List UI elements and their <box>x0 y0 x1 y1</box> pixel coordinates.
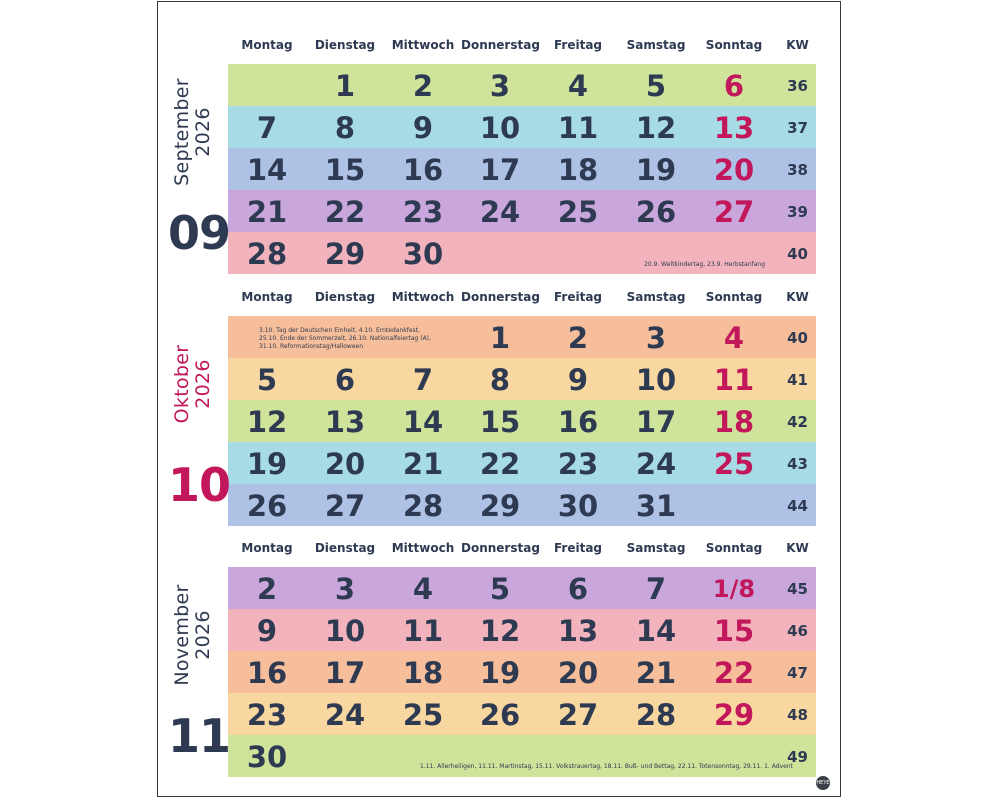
week-number: 45 <box>787 580 808 598</box>
kw-header: KW <box>786 38 809 52</box>
month-number: 09 <box>168 206 231 260</box>
day-date: 23 <box>557 447 599 481</box>
week-row <box>228 693 816 735</box>
weekday-header: Samstag <box>626 38 686 52</box>
day-date: 16 <box>246 656 288 690</box>
publisher-logo-icon: HEYE <box>816 776 830 790</box>
day-date: 12 <box>246 405 288 439</box>
day-date: 3 <box>489 69 511 103</box>
day-date: 30 <box>246 740 288 774</box>
day-date: 12 <box>479 614 521 648</box>
week-row <box>228 400 816 442</box>
day-date: 7 <box>256 111 278 145</box>
sunday-date: 11 <box>713 363 755 397</box>
day-date: 14 <box>402 405 444 439</box>
day-date: 10 <box>635 363 677 397</box>
day-date: 29 <box>479 489 521 523</box>
day-date: 19 <box>479 656 521 690</box>
day-date: 17 <box>635 405 677 439</box>
month-year: 2026 <box>192 359 214 409</box>
day-date: 19 <box>246 447 288 481</box>
day-date: 2 <box>412 69 434 103</box>
weekday-header: Samstag <box>626 290 686 304</box>
weekday-header: Freitag <box>553 38 603 52</box>
day-date: 10 <box>324 614 366 648</box>
month-name-vertical <box>172 345 214 424</box>
day-date: 1 <box>489 321 511 355</box>
week-number: 43 <box>787 455 808 473</box>
day-date: 28 <box>246 237 288 271</box>
day-date: 21 <box>635 656 677 690</box>
day-date: 14 <box>246 153 288 187</box>
weekday-header: Mittwoch <box>391 38 455 52</box>
sunday-date: 15 <box>713 614 755 648</box>
weekday-header: Dienstag <box>314 541 376 555</box>
month-name-vertical <box>172 78 214 186</box>
day-date: 16 <box>402 153 444 187</box>
day-date: 1 <box>334 69 356 103</box>
month-name-vertical <box>172 584 214 685</box>
day-date: 11 <box>402 614 444 648</box>
sunday-date: 20 <box>713 153 755 187</box>
sunday-date: 18 <box>713 405 755 439</box>
weekday-header: Freitag <box>553 541 603 555</box>
day-date: 18 <box>402 656 444 690</box>
week-number: 40 <box>787 329 808 347</box>
day-date: 10 <box>479 111 521 145</box>
day-date: 13 <box>557 614 599 648</box>
sunday-date: 22 <box>713 656 755 690</box>
day-date: 18 <box>557 153 599 187</box>
day-date: 23 <box>402 195 444 229</box>
day-date: 24 <box>324 698 366 732</box>
day-date: 27 <box>324 489 366 523</box>
weekday-header: Sonntag <box>705 541 763 555</box>
calendar-page <box>157 1 841 797</box>
week-row <box>228 358 816 400</box>
weekday-header: Montag <box>241 541 293 555</box>
month-name: Oktober <box>171 344 193 424</box>
sunday-date: 27 <box>713 195 755 229</box>
day-date: 5 <box>489 572 511 606</box>
holiday-note-line: 31.10. Reformationstag/Halloween <box>259 343 364 350</box>
day-date: 30 <box>402 237 444 271</box>
holiday-note: 1.11. Allerheiligen, 11.11. Martinstag, 15.11. Volkstrauertag, 18.11. Buß- und Bettag, 22.11. Totensonntag, 29.11. 1. Advent <box>420 763 793 770</box>
week-number: 48 <box>787 706 808 724</box>
day-date: 16 <box>557 405 599 439</box>
month-side-label <box>158 254 231 512</box>
day-date: 8 <box>334 111 356 145</box>
day-date: 7 <box>645 572 667 606</box>
day-date: 22 <box>479 447 521 481</box>
sunday-date: 29 <box>713 698 755 732</box>
week-number: 41 <box>787 371 808 389</box>
weekday-header: Montag <box>241 290 293 304</box>
weekday-header: Donnerstag <box>461 38 540 52</box>
month-november <box>158 505 842 774</box>
week-row <box>228 651 816 693</box>
sunday-date: 25 <box>713 447 755 481</box>
month-number: 11 <box>168 709 231 763</box>
week-number: 38 <box>787 161 808 179</box>
kw-header: KW <box>786 290 809 304</box>
day-date: 25 <box>557 195 599 229</box>
month-side-label <box>158 2 231 260</box>
day-date: 6 <box>334 363 356 397</box>
week-number: 36 <box>787 77 808 95</box>
day-date: 30 <box>557 489 599 523</box>
day-date: 3 <box>334 572 356 606</box>
kw-header: KW <box>786 541 809 555</box>
week-row <box>228 64 816 106</box>
month-name: September <box>171 78 193 186</box>
week-row <box>228 442 816 484</box>
day-date: 2 <box>256 572 278 606</box>
day-date: 20 <box>324 447 366 481</box>
day-date: 24 <box>479 195 521 229</box>
day-date: 15 <box>324 153 366 187</box>
day-date: 2 <box>567 321 589 355</box>
week-row <box>228 148 816 190</box>
weekday-header: Samstag <box>626 541 686 555</box>
day-date: 22 <box>324 195 366 229</box>
month-number: 10 <box>168 458 231 512</box>
week-number: 49 <box>787 748 808 766</box>
day-date: 3 <box>645 321 667 355</box>
day-date: 17 <box>479 153 521 187</box>
day-date: 9 <box>567 363 589 397</box>
day-date: 12 <box>635 111 677 145</box>
week-row <box>228 190 816 232</box>
day-date: 24 <box>635 447 677 481</box>
day-date: 14 <box>635 614 677 648</box>
day-date: 5 <box>645 69 667 103</box>
day-date: 11 <box>557 111 599 145</box>
day-date: 9 <box>412 111 434 145</box>
week-number: 46 <box>787 622 808 640</box>
day-date: 13 <box>324 405 366 439</box>
holiday-note: 20.9. Weltkindertag, 23.9. Herbstanfang <box>644 261 766 268</box>
weekday-header: Donnerstag <box>461 541 540 555</box>
holiday-note <box>259 327 431 351</box>
day-date: 25 <box>402 698 444 732</box>
weekday-header: Mittwoch <box>391 541 455 555</box>
month-year: 2026 <box>192 107 214 157</box>
day-date: 7 <box>412 363 434 397</box>
day-date: 26 <box>246 489 288 523</box>
week-row <box>228 106 816 148</box>
day-date: 5 <box>256 363 278 397</box>
month-name: November <box>171 584 193 686</box>
day-date: 23 <box>246 698 288 732</box>
weekday-header: Dienstag <box>314 290 376 304</box>
week-row <box>228 567 816 609</box>
day-date: 21 <box>402 447 444 481</box>
sunday-date: 13 <box>713 111 755 145</box>
day-date: 4 <box>412 572 434 606</box>
day-date: 28 <box>402 489 444 523</box>
month-year: 2026 <box>192 610 214 660</box>
holiday-note-line: 3.10. Tag der Deutschen Einheit, 4.10. Erntedankfest, <box>259 327 420 334</box>
week-number: 47 <box>787 664 808 682</box>
holiday-note-line: 25.10. Ende der Sommerzeit, 26.10. Nationalfeiertag (A), <box>259 335 431 342</box>
weekday-header: Sonntag <box>705 38 763 52</box>
day-date: 31 <box>635 489 677 523</box>
day-date: 6 <box>567 572 589 606</box>
month-oktober <box>158 254 842 523</box>
week-number: 39 <box>787 203 808 221</box>
day-date: 17 <box>324 656 366 690</box>
day-date: 4 <box>567 69 589 103</box>
day-date: 19 <box>635 153 677 187</box>
weekday-header: Donnerstag <box>461 290 540 304</box>
day-date: 27 <box>557 698 599 732</box>
week-number: 40 <box>787 245 808 263</box>
day-date: 28 <box>635 698 677 732</box>
weekday-header: Freitag <box>553 290 603 304</box>
day-date: 26 <box>635 195 677 229</box>
sunday-date: 6 <box>723 69 745 103</box>
day-date: 8 <box>489 363 511 397</box>
sunday-date: 4 <box>723 321 745 355</box>
day-date: 15 <box>479 405 521 439</box>
weekday-header: Mittwoch <box>391 290 455 304</box>
day-date: 21 <box>246 195 288 229</box>
week-row <box>228 609 816 651</box>
weekday-header: Montag <box>241 38 293 52</box>
sunday-date: 1/8 <box>712 575 756 603</box>
month-september <box>158 2 842 271</box>
month-side-label <box>158 505 231 763</box>
week-number: 37 <box>787 119 808 137</box>
day-date: 20 <box>557 656 599 690</box>
weekday-header: Dienstag <box>314 38 376 52</box>
day-date: 9 <box>256 614 278 648</box>
week-number: 42 <box>787 413 808 431</box>
weekday-header: Sonntag <box>705 290 763 304</box>
week-number: 44 <box>787 497 808 515</box>
day-date: 29 <box>324 237 366 271</box>
day-date: 26 <box>479 698 521 732</box>
